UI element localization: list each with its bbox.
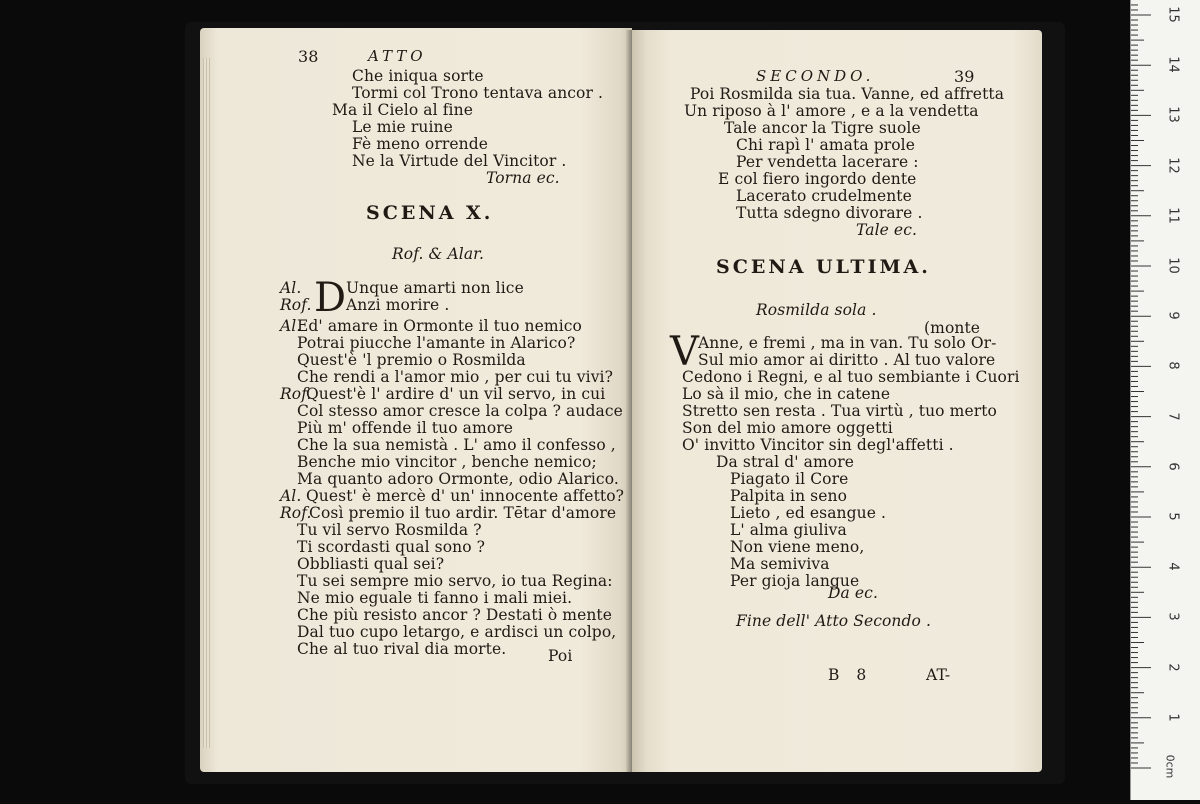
verse-line: Un riposo à l' amore , e a la vendetta: [684, 102, 979, 120]
verse-line: Le mie ruine: [352, 118, 453, 136]
dialogue-line: Che più resisto ancor ? Destati ò mente: [297, 606, 613, 624]
ruler-number: 13: [1165, 106, 1181, 124]
ruler-number: 14: [1165, 56, 1181, 73]
drop-cap: D: [314, 275, 347, 321]
aria-line: Palpita in seno: [730, 487, 848, 505]
ruler-number: 12: [1165, 156, 1181, 174]
dialogue-line: Che la sua nemistà . L' amo il confesso ,: [297, 436, 616, 454]
dialogue-line: Ne mio eguale ti fanno i mali miei.: [297, 589, 573, 607]
characters: Rof. & Alar.: [392, 245, 484, 263]
da-capo: Da ec.: [828, 584, 878, 602]
page-edges: [203, 58, 211, 748]
aria-line: Piagato il Core: [730, 470, 849, 488]
drop-cap: V: [670, 329, 699, 375]
dialogue-line: Tu vil servo Rosmilda ?: [297, 521, 482, 539]
speaker-label: Rof.: [280, 385, 312, 403]
verse-line: E col fiero ingordo dente: [718, 170, 917, 188]
signature-mark: B 8: [828, 666, 873, 684]
verse-line: Che iniqua sorte: [352, 67, 484, 85]
dialogue-line: Ma quanto adoro Ormonte, odio Alarico.: [297, 470, 619, 488]
aria-line: Lieto , ed esangue .: [730, 504, 887, 522]
ruler-number: 9: [1165, 311, 1181, 320]
aria-line: Da stral d' amore: [716, 453, 854, 471]
prose-line: O' invitto Vincitor sin degl'affetti .: [682, 436, 954, 454]
ruler-number: 3: [1165, 612, 1181, 622]
dialogue-line: Unque amarti non lice: [346, 279, 524, 297]
prose-line: Anne, e fremi , ma in van. Tu solo Or-: [698, 334, 997, 352]
verse-line: Torna ec.: [486, 169, 560, 187]
ruler-number: 10: [1165, 257, 1181, 274]
speaker-label: Rof.: [280, 504, 312, 522]
aria-line: Ma semiviva: [730, 555, 830, 573]
prose-line: Son del mio amore oggetti: [682, 419, 893, 437]
ruler-number: 5: [1165, 512, 1181, 521]
dialogue-line: Obbliasti qual sei?: [297, 555, 445, 573]
left-page: [200, 28, 632, 772]
verse-line: Per vendetta lacerare :: [736, 153, 919, 171]
dialogue-line: Col stesso amor cresce la colpa ? audace: [297, 402, 623, 420]
dialogue-line: Quest' è mercè d' un' innocente affetto?: [306, 487, 625, 505]
end-of-act: Fine dell' Atto Secondo .: [736, 612, 932, 630]
right-page: [632, 30, 1042, 772]
verse-line: Tutta sdegno divorare .: [736, 204, 923, 222]
dialogue-line: Più m' offende il tuo amore: [297, 419, 514, 437]
dialogue-line: Potrai piucche l'amante in Alarico?: [297, 334, 576, 352]
speaker-label: Al.: [280, 317, 302, 335]
verse-line: Poi Rosmilda sia tua. Vanne, ed affretta: [690, 85, 1005, 103]
verse-line: Ma il Cielo al fine: [332, 101, 473, 119]
dialogue-line: Tu sei sempre mio servo, io tua Regina:: [297, 572, 613, 590]
speaker-label: Al.: [280, 279, 302, 297]
ruler-number: 8: [1165, 361, 1181, 371]
page-number: 39: [954, 67, 975, 86]
dialogue-line: Ti scordasti qual sono ?: [297, 538, 486, 556]
dialogue-line: Che al tuo rival dia morte.: [297, 640, 507, 658]
prose-line: Lo sà il mio, che in catene: [682, 385, 891, 403]
scene-title: SCENA ULTIMA.: [716, 256, 931, 278]
page-number: 38: [298, 47, 319, 66]
ruler-unit: 0cm: [1163, 754, 1177, 779]
catchword: AT-: [926, 666, 951, 684]
aria-line: Non viene meno,: [730, 538, 865, 556]
scene-title: SCENA X.: [366, 202, 494, 224]
ruler-number: 11: [1165, 207, 1181, 224]
turnover-word: (monte: [924, 319, 981, 337]
verse-line: Chi rapì l' amata prole: [736, 136, 915, 154]
dialogue-line: Quest'è 'l premio o Rosmilda: [297, 351, 526, 369]
verse-line: Fè meno orrende: [352, 135, 489, 153]
verse-line: Tormi col Trono tentava ancor .: [352, 84, 604, 102]
ruler-number: 2: [1165, 662, 1181, 672]
dialogue-line: Che rendi a l'amor mio , per cui tu vivi?: [297, 368, 614, 386]
ruler-number: 7: [1165, 411, 1181, 421]
speaker-label: Al.: [280, 487, 302, 505]
prose-line: Cedono i Regni, e al tuo sembiante i Cuori: [682, 368, 1020, 386]
speaker-label: Rof.: [280, 296, 312, 314]
verse-line: Tale ancor la Tigre suole: [724, 119, 921, 137]
verse-line: Lacerato crudelmente: [736, 187, 912, 205]
dialogue-line: Quest'è l' ardire d' un vil servo, in cui: [306, 385, 606, 403]
aria-line: Per gioja langue: [730, 572, 860, 590]
dialogue-line: Ed' amare in Ormonte il tuo nemico: [297, 317, 582, 335]
dialogue-line: Così premio il tuo ardir. Tētar d'amore: [309, 504, 617, 522]
dialogue-line: Anzi morire .: [346, 296, 450, 314]
running-head: SECONDO.: [756, 67, 875, 85]
running-head: ATTO: [368, 47, 427, 65]
prose-line: Sul mio amor ai diritto . Al tuo valore: [698, 351, 996, 369]
verse-line: Tale ec.: [856, 221, 918, 239]
dialogue-line: Dal tuo cupo letargo, e ardisci un colpo,: [297, 623, 617, 641]
ruler-number: 4: [1165, 562, 1181, 571]
characters: Rosmilda sola .: [756, 301, 877, 319]
dialogue-line: Benche mio vincitor , benche nemico;: [297, 453, 597, 471]
catchword: Poi: [548, 647, 573, 665]
prose-line: Stretto sen resta . Tua virtù , tuo merto: [682, 402, 997, 420]
verse-line: Ne la Virtude del Vincitor .: [352, 152, 567, 170]
ruler-number: 6: [1165, 462, 1181, 471]
ruler-number: 15: [1165, 6, 1181, 23]
ruler-number: 1: [1165, 713, 1181, 722]
aria-line: L' alma giuliva: [730, 521, 847, 539]
